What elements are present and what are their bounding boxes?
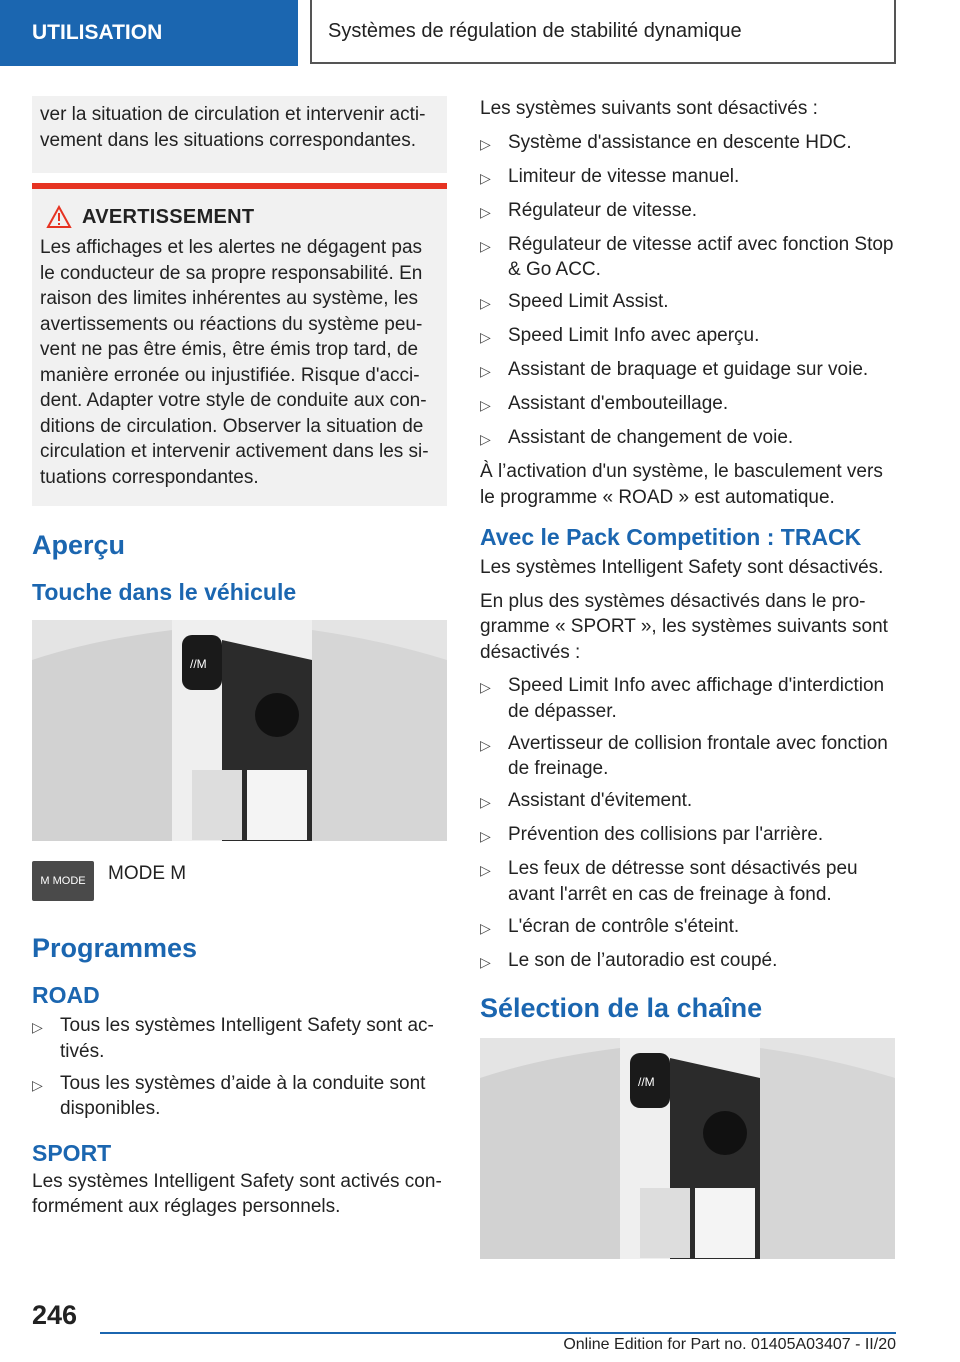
center-console-photo-2 [480,1038,895,1259]
bullet-icon: ▷ [480,953,491,970]
right-column [480,96,895,1259]
bullet-icon: ▷ [480,169,491,186]
list-item: ▷ Le son de l’autoradio est coupé. [480,948,895,976]
list-item: ▷ Régulateur de vitesse. [480,198,895,226]
bullet-icon: ▷ [480,736,491,753]
bullet-icon: ▷ [480,794,491,810]
apercu-heading: Aperçu [32,530,126,560]
list-item: ▷ Speed Limit Info avec affichage d'interdiction de dépasser. [480,673,895,724]
chapter-title-box [310,0,896,64]
warning-box [32,183,447,506]
bullet-icon: ▷ [32,1019,43,1035]
list-item: ▷ Régulateur de vitesse actif avec fonction Stop & Go ACC. [480,232,895,283]
disabled-list-1 [480,130,895,453]
list-item: ▷ Avertisseur de collision frontale avec fonction de freinage. [480,731,895,782]
list-item: ▷ Assistant d'embouteillage. [480,391,895,419]
warning-title: AVERTISSEMENT [82,205,255,228]
bullet-icon: ▷ [480,431,491,447]
chapter-title: Systèmes de régulation de stabilité dynamique [328,19,742,42]
bullet-icon: ▷ [480,919,491,936]
list-item: ▷ Tous les systèmes d’aide à la conduite sont disponibles. [32,1071,447,1122]
warning-text: Les affichages et les alertes ne dégagent pas le conducteur de sa propre responsabilité. En raison des limites inhérentes au système, les avertissements ou réactions du système peuvent ne pas être émis, être émis trop tard, de manière erronée ou injustifiée. Risque d'accident. Adapter votre style de conduite aux conditions de circulation. Observer la situation de circulation et intervenir activement dans les situations correspondantes. [40,237,429,488]
list-item: ▷ Les feux de détresse sont désactivés peu avant l'arrêt en cas de freinage à fond. [480,856,895,907]
bullet-icon: ▷ [480,397,491,413]
list-item: ▷ Assistant de changement de voie. [480,425,895,453]
list-item: ▷ Tous les systèmes Intelligent Safety sont activés. [32,1013,447,1064]
list-item: ▷ Speed Limit Assist. [480,289,895,317]
list-item: ▷ Prévention des collisions par l'arrière. [480,822,895,850]
bullet-icon: ▷ [32,1076,43,1093]
track-text-1: Les systèmes Intelligent Safety sont désactivés. [480,557,884,578]
road-list [32,1013,447,1122]
list-item: ▷ Limiteur de vitesse manuel. [480,164,895,192]
console-illustration-2 [480,1038,895,1259]
touche-heading: Touche dans le véhicule [32,579,297,605]
svg-text://M: //M [190,657,207,671]
warning-triangle-icon [46,205,72,229]
bullet-icon: ▷ [480,135,491,152]
center-console-photo [32,620,447,841]
bullet-icon: ▷ [480,862,491,878]
road-heading: ROAD [32,982,100,1008]
list-item: ▷ Assistant de braquage et guidage sur voie. [480,357,895,385]
disabled-intro: Les systèmes suivants sont désactivés : [480,98,818,119]
left-column [32,96,447,1220]
disabled-list-2 [480,673,895,975]
edition-text: Online Edition for Part no. 01405A03407 - II/20 [563,1336,896,1353]
bullet-icon: ▷ [480,295,491,311]
programmes-heading: Programmes [32,933,198,963]
track-text-2: En plus des systèmes désactivés dans le programme « SPORT », les systèmes suivants sont désactivés : [480,590,888,663]
bullet-icon: ▷ [480,329,491,345]
list-item: ▷ Speed Limit Info avec aperçu. [480,323,895,351]
list-item: ▷ L'écran de contrôle s'éteint. [480,914,895,942]
footer-rule [100,1332,896,1334]
console-illustration [32,620,447,841]
track-heading: Avec le Pack Competition : TRACK [480,524,862,550]
section-tab [0,0,298,66]
m-mode-button-icon [32,861,94,901]
list-item: ▷ Assistant d'évitement. [480,788,895,816]
intro-box [32,96,447,173]
list-item: ▷ Système d'assistance en descente HDC. [480,130,895,158]
warning-header [40,189,439,235]
bullet-icon: ▷ [480,679,491,695]
svg-text://M: //M [638,1075,655,1089]
section-label: UTILISATION [32,21,163,44]
sport-text: Les systèmes Intelligent Safety sont activés conformément aux réglages personnels. [32,1170,442,1217]
sport-heading: SPORT [32,1139,112,1166]
bullet-icon: ▷ [480,363,491,379]
activation-text: À l’activation d'un système, le basculement vers le programme « ROAD » est automatique. [480,461,883,508]
m-mode-caption: MODE M [108,863,187,884]
page-number: 246 [32,1300,78,1330]
button-legend [32,861,447,901]
bullet-icon: ▷ [480,203,491,220]
bullet-icon: ▷ [480,237,491,254]
intro-text: ver la situation de circulation et intervenir activement dans les situations correspondantes. [40,104,426,151]
bullet-icon: ▷ [480,828,491,844]
m-mode-icon-label: M MODE [40,875,86,887]
selection-heading: Sélection de la chaîne [480,993,763,1023]
